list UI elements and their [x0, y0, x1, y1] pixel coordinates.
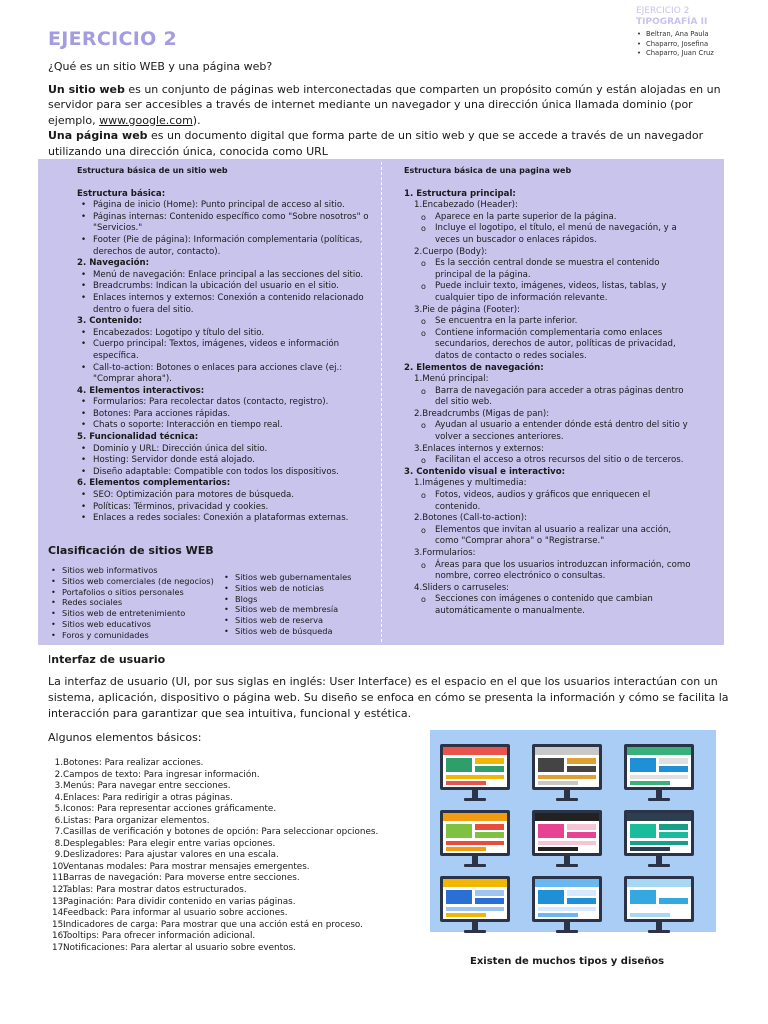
screen-block: [659, 890, 688, 896]
monitor-base: [648, 864, 670, 867]
ui-element-item: [52, 885, 378, 897]
screen-block: [475, 832, 504, 838]
list-item: • Página de inicio (Home): Punto principal de acceso al sitio.: [77, 200, 377, 212]
item-number: 7.: [54, 827, 63, 838]
list-item: • Sitios web de membresía: [222, 604, 351, 615]
classification-list-b: [222, 572, 351, 637]
list-item: o Fotos, videos, audios y gráficos que enriquecen el contenido.: [414, 490, 696, 513]
item-text: Ventanas modales: Para mostrar mensajes emergentes.: [63, 861, 310, 872]
screen-block: [567, 832, 596, 838]
ui-element-item: [52, 908, 378, 920]
item-number: 15.: [52, 919, 66, 930]
sitio-definition: [48, 82, 738, 129]
list-item: • Hosting: Servidor donde está alojado.: [77, 455, 377, 467]
item-text: Botones: Para realizar acciones.: [63, 758, 204, 768]
item-text: Tooltips: Para ofrecer información adicional.: [63, 931, 256, 942]
monitor-screen: [443, 747, 507, 787]
item-text: Paginación: Para dividir contenido en varias páginas.: [63, 896, 296, 907]
list-item: • Menú de navegación: Enlace principal a las secciones del sitio.: [77, 270, 377, 282]
subsection-title: 3.Enlaces internos y externos:: [414, 443, 544, 454]
screen-block: [475, 766, 504, 772]
screen-block: [535, 879, 599, 887]
screen-block: [475, 758, 504, 764]
item-number: 10.: [52, 861, 66, 872]
screen-block: [567, 758, 596, 764]
list-item: • Botones: Para acciones rápidas.: [77, 409, 377, 421]
circle-list: [404, 490, 696, 513]
monitor-stand: [472, 856, 478, 864]
list-item: • SEO: Optimización para motores de búsqueda.: [77, 490, 377, 502]
pagina-text: es un documento digital que forma parte de un sitio web y que se accede a través de un navegador utilizando una dirección única, conocida como URL: [48, 129, 704, 158]
bullet-list: [77, 328, 377, 386]
monitor-base: [464, 798, 486, 801]
sitio-text: es un conjunto de páginas web interconectadas que comparten un propósito común y están alojadas en un servidor para ser accesibles a través de internet mediante un navegador y una dirección única llamada dominio (por ejemplo,: [48, 82, 721, 127]
ui-element-item: [52, 862, 378, 874]
ui-element-item: [52, 793, 378, 805]
monitor-screen: [627, 879, 691, 919]
item-text: Enlaces: Para redirigir a otras páginas.: [63, 792, 233, 803]
screen-block: [446, 824, 472, 838]
google-link[interactable]: www.google.com: [99, 113, 193, 127]
section-title: 1. Estructura principal:: [404, 188, 516, 199]
monitor-base: [464, 930, 486, 933]
screen-block: [630, 913, 670, 917]
list-item: o Elementos que invitan al usuario a realizar una acción, como "Comprar ahora" o "Registrarse.": [414, 525, 696, 548]
list-item: • Enlaces internos y externos: Conexión a contenido relacionado dentro o fuera del sitio.: [77, 293, 377, 316]
pagina-structure-heading: Estructura básica de una pagina web: [404, 166, 572, 175]
list-item: o Se encuentra en la parte inferior.: [414, 316, 696, 328]
monitor-screen: [443, 879, 507, 919]
ui-element-item: [52, 839, 378, 851]
screen-block: [567, 824, 596, 830]
list-item: • Formularios: Para recolectar datos (contacto, registro).: [77, 397, 377, 409]
list-item: o Es la sección central donde se muestra el contenido principal de la página.: [414, 258, 696, 281]
item-text: Tablas: Para mostrar datos estructurados.: [63, 885, 247, 896]
screen-block: [446, 907, 504, 911]
screen-block: [630, 841, 688, 845]
section-title: 6. Elementos complementarios:: [77, 478, 231, 489]
screen-block: [538, 775, 596, 779]
screen-block: [443, 747, 507, 755]
pagina-structure-column: [404, 165, 696, 618]
list-item: o Barra de navegación para acceder a otras páginas dentro del sitio web.: [414, 386, 696, 409]
list-item: • Políticas: Términos, privacidad y cookies.: [77, 502, 377, 514]
screen-block: [630, 775, 688, 779]
section-title: 5. Funcionalidad técnica:: [77, 432, 199, 443]
screen-block: [446, 758, 472, 772]
screen-block: [446, 781, 486, 785]
section-title: 3. Contenido visual e interactivo:: [404, 466, 566, 477]
item-text: Iconos: Para representar acciones gráficamente.: [63, 804, 277, 815]
item-number: 1.: [54, 758, 63, 768]
item-text: Barras de navegación: Para moverse entre secciones.: [63, 873, 300, 884]
monitor-base: [648, 798, 670, 801]
ui-element-item: [52, 781, 378, 793]
subsection-title: 4.Sliders o carruseles:: [414, 582, 510, 593]
list-item: o Áreas para que los usuarios introduzcan información, como nombre, correo electrónico o consultas.: [414, 560, 696, 583]
item-text: Notificaciones: Para alertar al usuario sobre eventos.: [63, 942, 296, 953]
monitor-base: [556, 864, 578, 867]
pagina-term: Una página web: [48, 129, 148, 142]
classification-list-a: [49, 565, 214, 641]
list-item: o Incluye el logotipo, el título, el menú de navegación, y a veces un buscador o enlaces rápidos.: [414, 223, 696, 246]
subsection-title: 3.Pie de página (Footer):: [414, 304, 521, 315]
screen-block: [475, 824, 504, 830]
list-item: • Chats o soporte: Interacción en tiempo real.: [77, 420, 377, 432]
screen-block: [538, 758, 564, 772]
item-number: 14.: [52, 908, 66, 919]
ui-element-item: [52, 850, 378, 862]
ui-element-item: [52, 897, 378, 909]
monitor-icon: [440, 810, 510, 856]
monitor-screen: [627, 747, 691, 787]
author-list: [636, 30, 764, 59]
list-item: • Páginas internas: Contenido específico como "Sobre nosotros" o "Servicios.": [77, 212, 377, 235]
image-caption: Existen de muchos tipos y diseños: [470, 956, 665, 967]
item-text: Menús: Para navegar entre secciones.: [63, 781, 231, 792]
item-text: Feedback: Para informar al usuario sobre acciones.: [63, 908, 288, 919]
bullet-list: [77, 490, 377, 525]
ui-element-item: [52, 943, 378, 955]
screen-block: [538, 907, 596, 911]
circle-list: [404, 594, 696, 617]
list-item: • Cuerpo principal: Textos, imágenes, videos e información específica.: [77, 339, 377, 362]
subsection-title: 2.Cuerpo (Body):: [414, 246, 488, 257]
author-block: [636, 6, 764, 59]
screen-block: [446, 890, 472, 904]
list-item: • Sitios web de noticias: [222, 583, 351, 594]
monitor-stand: [472, 790, 478, 798]
list-item: • Call-to-action: Botones o enlaces para acciones clave (ej.: "Comprar ahora").: [77, 363, 377, 386]
screen-block: [538, 890, 564, 904]
item-text: Listas: Para organizar elementos.: [63, 815, 210, 826]
screen-block: [446, 913, 486, 917]
circle-list: [404, 420, 696, 443]
subsection-title: 1.Imágenes y multimedia:: [414, 478, 527, 489]
monitor-stand: [564, 790, 570, 798]
screen-block: [567, 898, 596, 904]
ui-element-item: [52, 920, 378, 932]
ui-element-item: [52, 804, 378, 816]
monitor-screen: [627, 813, 691, 853]
screen-block: [630, 781, 670, 785]
item-number: 12.: [52, 885, 66, 896]
screen-block: [446, 775, 504, 779]
monitor-stand: [564, 856, 570, 864]
ui-element-item: [52, 827, 378, 839]
monitor-screen: [535, 813, 599, 853]
monitor-base: [556, 798, 578, 801]
monitors-illustration: [430, 730, 716, 932]
list-item: • Sitios web informativos: [49, 565, 214, 576]
item-text: Deslizadores: Para ajustar valores en una escala.: [63, 850, 279, 861]
list-item: • Sitios web de reserva: [222, 615, 351, 626]
ui-title-initial: I: [48, 653, 52, 666]
screen-block: [538, 847, 578, 851]
page-title: EJERCICIO 2: [48, 28, 177, 50]
monitor-screen: [535, 747, 599, 787]
list-item: • Dominio y URL: Dirección única del sitio.: [77, 444, 377, 456]
circle-list: [404, 258, 696, 304]
bullet-list: [77, 270, 377, 316]
screen-block: [443, 813, 507, 821]
circle-list: [404, 386, 696, 409]
sitio-structure-heading: Estructura básica de un sitio web: [77, 166, 228, 175]
list-item: • Redes sociales: [49, 597, 214, 608]
monitor-icon: [532, 744, 602, 790]
monitor-stand: [564, 922, 570, 930]
item-number: 11.: [52, 873, 66, 884]
screen-block: [630, 758, 656, 772]
list-item: • Encabezados: Logotipo y título del sitio.: [77, 328, 377, 340]
screen-block: [443, 879, 507, 887]
monitor-icon: [532, 810, 602, 856]
list-item: • Sitios web de entretenimiento: [49, 608, 214, 619]
list-item: • Footer (Pie de página): Información complementaria (políticas, derechos de autor, contacto).: [77, 235, 377, 258]
screen-block: [538, 824, 564, 838]
item-number: 6.: [54, 815, 63, 826]
section-title: 3. Contenido:: [77, 316, 143, 327]
sitio-structure-column: [77, 165, 377, 525]
item-text: Campos de texto: Para ingresar información.: [63, 769, 260, 780]
subsection-title: 3.Formularios:: [414, 548, 476, 558]
monitor-icon: [440, 876, 510, 922]
ui-elements-list: [52, 758, 378, 954]
item-text: Indicadores de carga: Para mostrar que una acción está en proceso.: [63, 919, 363, 930]
screen-block: [630, 890, 656, 904]
sitio-term: Un sitio web: [48, 82, 125, 96]
screen-block: [446, 847, 486, 851]
item-number: 13.: [52, 896, 66, 907]
bullet-list: [77, 444, 377, 479]
screen-block: [627, 813, 691, 821]
circle-list: [404, 212, 696, 247]
screen-block: [567, 890, 596, 896]
item-number: 9.: [54, 850, 63, 861]
screen-block: [538, 781, 578, 785]
pagina-definition: [48, 128, 738, 159]
monitor-icon: [440, 744, 510, 790]
ui-paragraph: La interfaz de usuario (UI, por sus siglas en inglés: User Interface) es el espacio en el que los usuarios interactúan con un sistema, aplicación, dispositivo o página web. Su diseño se enfoca en cómo se presenta la información y cómo se facilita la interacción para garantizar que sea intuitiva, funcional y estética.: [48, 675, 729, 721]
item-text: Casillas de verificación y botones de opción: Para seleccionar opciones.: [63, 827, 379, 838]
ui-element-item: [52, 770, 378, 782]
circle-list: [404, 560, 696, 583]
monitor-icon: [624, 744, 694, 790]
list-item: • Sitios web comerciales (de negocios): [49, 576, 214, 587]
list-item: o Secciones con imágenes o contenido que cambian automáticamente o manualmente.: [414, 594, 696, 617]
screen-block: [659, 766, 688, 772]
list-item: • Blogs: [222, 594, 351, 605]
sitio-end: ).: [192, 113, 201, 127]
ui-element-item: [52, 931, 378, 943]
screen-block: [475, 890, 504, 896]
screen-block: [538, 913, 578, 917]
screen-block: [630, 847, 670, 851]
subsection-title: 2.Botones (Call-to-action):: [414, 513, 528, 524]
screen-block: [659, 898, 688, 904]
screen-block: [659, 758, 688, 764]
screen-block: [446, 841, 504, 845]
circle-list: [404, 316, 696, 362]
subsection-title: 2.Breadcrumbs (Migas de pan):: [414, 408, 550, 419]
monitor-screen: [535, 879, 599, 919]
monitor-icon: [624, 876, 694, 922]
item-number: 5.: [54, 804, 63, 815]
author-item: • Chaparro, Josefina: [636, 40, 764, 50]
monitor-icon: [624, 810, 694, 856]
monitor-base: [464, 864, 486, 867]
monitor-icon: [532, 876, 602, 922]
panel-divider: [381, 162, 382, 642]
ui-title-rest: nterfaz de usuario: [51, 653, 166, 666]
list-item: o Aparece en la parte superior de la página.: [414, 212, 696, 224]
circle-list: [404, 525, 696, 548]
screen-block: [659, 824, 688, 830]
item-number: 4.: [54, 792, 63, 803]
section-title: Estructura básica:: [77, 188, 166, 199]
section-title: 4. Elementos interactivos:: [77, 385, 205, 396]
list-item: • Breadcrumbs: Indican la ubicación del usuario en el sitio.: [77, 281, 377, 293]
intro-section: [48, 59, 738, 159]
author-item: • Beltran, Ana Paula: [636, 30, 764, 40]
exercise-label: EJERCICIO 2: [636, 6, 690, 16]
list-item: o Ayudan al usuario a entender dónde está dentro del sitio y volver a secciones anteriores.: [414, 420, 696, 443]
section-title: 2. Navegación:: [77, 258, 150, 269]
list-item: • Sitios web de búsqueda: [222, 626, 351, 637]
item-number: 8.: [54, 838, 63, 849]
list-item: • Sitios web gubernamentales: [222, 572, 351, 583]
circle-list: [404, 455, 696, 467]
monitor-stand: [472, 922, 478, 930]
monitor-screen: [443, 813, 507, 853]
list-item: o Facilitan el acceso a otros recursos del sitio o de terceros.: [414, 455, 696, 467]
ui-section-title: [48, 653, 165, 666]
ui-elements-intro: Algunos elementos básicos:: [48, 731, 202, 744]
screen-block: [567, 766, 596, 772]
author-item: • Chaparro, Juan Cruz: [636, 49, 764, 59]
list-item: • Portafolios o sitios personales: [49, 587, 214, 598]
ui-element-item: [52, 816, 378, 828]
screen-block: [627, 747, 691, 755]
monitor-stand: [656, 856, 662, 864]
screen-block: [659, 832, 688, 838]
classification-title: Clasificación de sitios WEB: [48, 544, 214, 557]
monitor-base: [556, 930, 578, 933]
item-number: 2.: [54, 769, 63, 780]
list-item: • Sitios web educativos: [49, 619, 214, 630]
item-number: 16.: [52, 931, 66, 942]
subsection-title: 1.Encabezado (Header):: [414, 200, 518, 211]
item-text: Desplegables: Para elegir entre varias opciones.: [63, 838, 276, 849]
ui-element-item: [52, 873, 378, 885]
bullet-list: [77, 397, 377, 432]
bullet-list: [77, 200, 377, 258]
screen-block: [627, 879, 691, 887]
ui-element-item: [52, 758, 378, 770]
course-label: TIPOGRAFÍA II: [636, 17, 708, 27]
screen-block: [630, 824, 656, 838]
monitor-stand: [656, 790, 662, 798]
list-item: • Enlaces a redes sociales: Conexión a plataformas externas.: [77, 513, 377, 525]
list-item: o Contiene información complementaria como enlaces secundarios, derechos de autor, políticas de privacidad, datos de contacto o redes sociales.: [414, 328, 696, 363]
screen-block: [535, 747, 599, 755]
screen-block: [535, 813, 599, 821]
screen-block: [475, 898, 504, 904]
item-number: 3.: [54, 781, 63, 792]
list-item: • Foros y comunidades: [49, 630, 214, 641]
item-number: 17.: [52, 942, 66, 953]
list-item: • Diseño adaptable: Compatible con todos los dispositivos.: [77, 467, 377, 479]
subsection-title: 1.Menú principal:: [414, 374, 489, 385]
screen-block: [630, 907, 688, 911]
screen-block: [538, 841, 596, 845]
section-title: 2. Elementos de navegación:: [404, 362, 544, 373]
monitor-base: [648, 930, 670, 933]
list-item: o Puede incluir texto, imágenes, videos, listas, tablas, y cualquier tipo de información relevante.: [414, 281, 696, 304]
monitor-stand: [656, 922, 662, 930]
intro-question: ¿Qué es un sitio WEB y una página web?: [48, 60, 273, 73]
